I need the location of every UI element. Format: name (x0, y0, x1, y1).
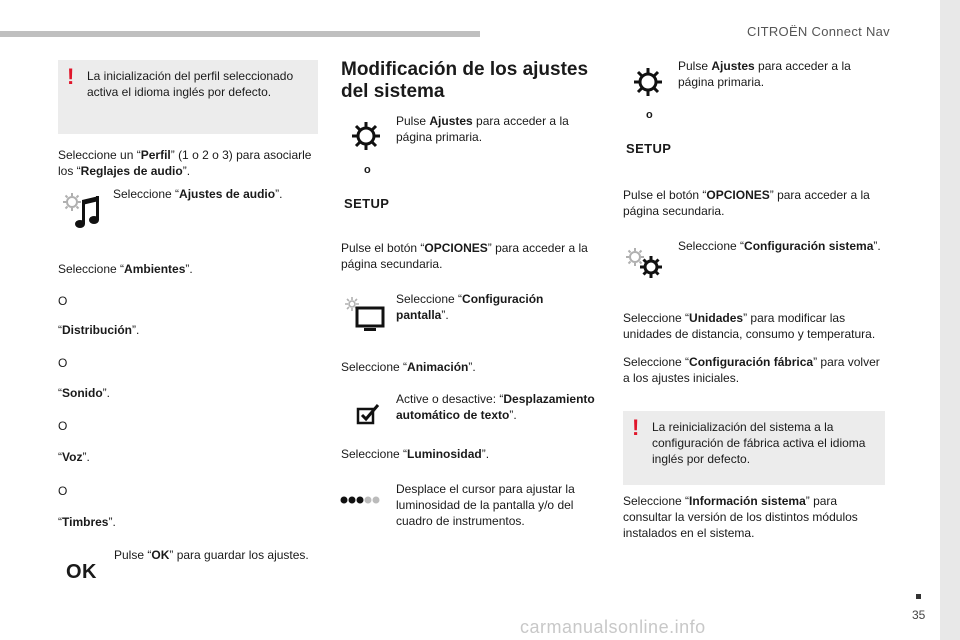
system-info-text: Seleccione “Información sistema” para consultar la versión de los distintos módulos instalados en el sistema. (623, 494, 858, 540)
system-settings-icon (623, 245, 667, 281)
page-edge-strip (940, 0, 960, 640)
or-label: O (58, 356, 68, 370)
or-label: O (58, 419, 68, 433)
ok-step-text: Pulse “OK” para guardar los ajustes. (114, 548, 309, 562)
slider-text: Desplace el cursor para ajustar la luminosidad de la pantalla y/o del cuadro de instrumentos. (396, 482, 575, 528)
brightness-slider-icon (339, 494, 381, 506)
header-bar (0, 31, 480, 37)
auto-scroll-text: Active o desactive: “Desplazamiento automático de texto”. (396, 392, 595, 422)
setup-button-label: SETUP (344, 196, 390, 211)
press-settings-text: Pulse Ajustes para acceder a la página primaria. (678, 59, 851, 89)
settings-gear-icon (350, 120, 382, 152)
audio-settings-icon (60, 192, 104, 232)
settings-gear-icon (632, 66, 664, 98)
note-text: La reinicialización del sistema a la configuración de fábrica activa el idioma inglés por defecto. (652, 420, 866, 466)
press-settings-text: Pulse Ajustes para acceder a la página primaria. (396, 114, 569, 144)
setup-button-label: SETUP (626, 141, 672, 156)
or-label: O (58, 294, 68, 308)
warning-icon: ! (632, 415, 640, 440)
sonido-text: “Sonido”. (58, 386, 111, 400)
header-title: CITROËN Connect Nav (747, 24, 890, 39)
options-text: Pulse el botón “OPCIONES” para acceder a la página secundaria. (341, 241, 588, 271)
voz-text: “Voz”. (58, 450, 90, 464)
audio-settings-text: Seleccione “Ajustes de audio”. (113, 187, 283, 201)
page-number: 35 (912, 608, 926, 622)
select-profile-text: Seleccione un “Perfil” (1 o 2 o 3) para asociarle los “Reglajes de audio”. (58, 148, 312, 178)
units-text: Seleccione “Unidades” para modificar las unidades de distancia, consumo y temperatura. (623, 311, 876, 341)
factory-reset-text: Seleccione “Configuración fábrica” para volver a los ajustes iniciales. (623, 355, 880, 385)
warning-note-profile (58, 60, 318, 134)
or-label: o (646, 109, 653, 121)
checkbox-checked-icon (356, 403, 380, 425)
luminosidad-text: Seleccione “Luminosidad”. (341, 447, 490, 461)
note-text: La inicialización del perfil seleccionado activa el idioma inglés por defecto. (87, 69, 294, 99)
timbres-text: “Timbres”. (58, 515, 116, 529)
system-config-text: Seleccione “Configuración sistema”. (678, 239, 881, 253)
screen-settings-icon (344, 296, 386, 334)
page-marker (916, 594, 921, 599)
or-label: o (364, 164, 371, 176)
section-heading: Modificación de los ajustes del sistema (341, 59, 589, 102)
ok-button-label: OK (66, 561, 97, 583)
ambientes-text: Seleccione “Ambientes”. (58, 262, 193, 276)
watermark: carmanualsonline.info (520, 617, 706, 637)
warning-icon: ! (67, 64, 75, 89)
distribucion-text: “Distribución”. (58, 323, 140, 337)
animacion-text: Seleccione “Animación”. (341, 360, 476, 374)
options-text: Pulse el botón “OPCIONES” para acceder a la página secundaria. (623, 188, 870, 218)
warning-note-reset (623, 411, 885, 485)
or-label: O (58, 484, 68, 498)
screen-config-text: Seleccione “Configuración pantalla”. (396, 292, 544, 322)
